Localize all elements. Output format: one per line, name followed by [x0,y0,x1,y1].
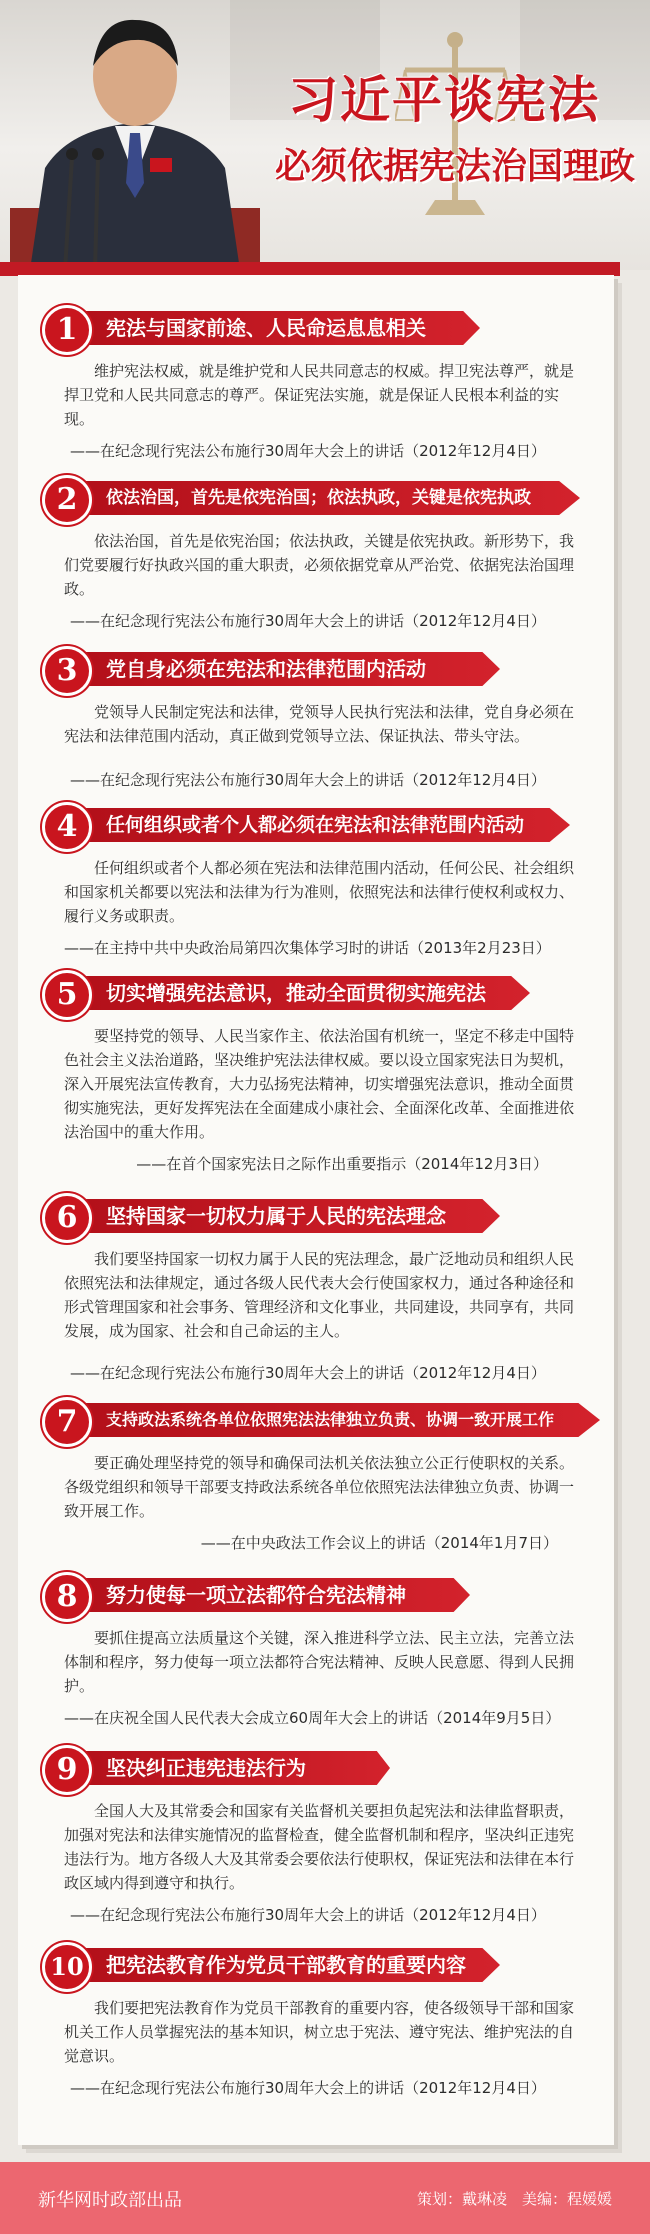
section-source: ——在中央政法工作会议上的讲话（2014年1月7日） [200,1534,558,1552]
section-title: 宪法与国家前途、人民命运息息相关 [106,316,426,340]
section-header [18,802,618,846]
section-body: 我们要坚持国家一切权力属于人民的宪法理念，最广泛地动员和组织人民依照宪法和法律规定，通过各级人民代表大会行使国家权力，通过各种途径和形式管理国家和社会事务、管理经济和文化事业，共同建设，共同享有，共同发展，成为国家、社会和自己命运的主人。 [64,1250,575,1340]
section-6 [18,1193,618,1385]
section-source: ——在纪念现行宪法公布施行30周年大会上的讲话（2012年12月4日） [70,2079,546,2097]
section-header [18,970,618,1014]
section-title: 切实增强宪法意识，推动全面贯彻实施宪法 [106,981,486,1005]
header-divider [0,262,620,276]
section-10 [18,1942,618,2100]
section-number: 2 [42,475,92,525]
section-number: 4 [42,802,92,852]
section-number: 9 [42,1745,92,1795]
section-number: 6 [42,1193,92,1243]
section-header [18,1397,618,1441]
section-source: ——在首个国家宪法日之际作出重要指示（2014年12月3日） [136,1155,548,1173]
section-number: 10 [42,1942,92,1992]
section-number: 3 [42,646,92,696]
footer-publisher: 新华网时政部出品 [38,2190,182,2211]
section-header [18,305,618,349]
section-header [18,1572,618,1616]
section-number: 1 [42,305,92,355]
section-title: 把宪法教育作为党员干部教育的重要内容 [106,1953,466,1977]
section-header [18,646,618,690]
section-2 [18,475,618,633]
section-body: 依法治国，首先是依宪治国；依法执政，关键是依宪执政。新形势下，我们党要履行好执政兴国的重大职责，必须依据党章从严治党、依据宪法治国理政。 [64,532,575,598]
section-header [18,1745,618,1789]
header-banner [0,0,650,270]
footer-credits: 策划：戴琳凌 美编：程媛媛 [416,2190,612,2208]
section-1 [18,305,618,463]
section-source: ——在庆祝全国人民代表大会成立60周年大会上的讲话（2014年9月5日） [64,1709,561,1727]
section-7 [18,1397,618,1555]
section-source: ——在纪念现行宪法公布施行30周年大会上的讲话（2012年12月4日） [70,1906,546,1924]
section-body: 要坚持党的领导、人民当家作主、依法治国有机统一，坚定不移走中国特色社会主义法治道路，坚决维护宪法法律权威。要以设立国家宪法日为契机，深入开展宪法宣传教育，大力弘扬宪法精神，切实增强宪法意识，推动全面贯彻实施宪法，更好发挥宪法在全面建成小康社会、全面深化改革、全面推进依法治国中的重大作用。 [64,1027,575,1141]
section-number: 7 [42,1397,92,1447]
section-source: ——在主持中共中央政治局第四次集体学习时的讲话（2013年2月23日） [64,939,551,957]
section-source: ——在纪念现行宪法公布施行30周年大会上的讲话（2012年12月4日） [70,442,546,460]
section-source: ——在纪念现行宪法公布施行30周年大会上的讲话（2012年12月4日） [70,1364,546,1382]
section-body: 我们要把宪法教育作为党员干部教育的重要内容，使各级领导干部和国家机关工作人员掌握宪法的基本知识，树立忠于宪法、遵守宪法、维护宪法的自觉意识。 [64,1999,575,2065]
section-8 [18,1572,618,1730]
section-title: 支持政法系统各单位依照宪法法律独立负责、协调一致开展工作 [106,1410,555,1429]
section-3 [18,646,618,792]
section-title: 党自身必须在宪法和法律范围内活动 [106,657,426,681]
section-title: 坚决纠正违宪违法行为 [106,1756,306,1780]
section-9 [18,1745,618,1927]
section-title: 努力使每一项立法都符合宪法精神 [106,1583,406,1607]
section-body: 全国人大及其常委会和国家有关监督机关要担负起宪法和法律监督职责，加强对宪法和法律实施情况的监督检查，健全监督机制和程序，坚决纠正违宪违法行为。地方各级人大及其常委会要依法行使职权，保证宪法和法律在本行政区域内得到遵守和执行。 [64,1802,575,1892]
section-header [18,1942,618,1986]
section-number: 8 [42,1572,92,1622]
section-4 [18,802,618,960]
section-header [18,475,618,519]
section-body: 维护宪法权威，就是维护党和人民共同意志的权威。捍卫宪法尊严，就是捍卫党和人民共同意志的尊严。保证宪法实施，就是保证人民根本利益的实现。 [64,362,575,428]
section-number: 5 [42,970,92,1020]
section-source: ——在纪念现行宪法公布施行30周年大会上的讲话（2012年12月4日） [70,612,546,630]
section-title: 依法治国，首先是依宪治国；依法执政，关键是依宪执政 [106,488,531,508]
section-body: 要正确处理坚持党的领导和确保司法机关依法独立公正行使职权的关系。各级党组织和领导干部要支持政法系统各单位依照宪法法律独立负责、协调一致开展工作。 [64,1454,575,1520]
speaker-photo [10,8,260,270]
page-title: 习近平谈宪法 [288,71,600,129]
section-body: 要抓住提高立法质量这个关键，深入推进科学立法、民主立法，完善立法体制和程序，努力使每一项立法都符合宪法精神、反映人民意愿、得到人民拥护。 [64,1629,575,1695]
section-title: 坚持国家一切权力属于人民的宪法理念 [106,1204,446,1228]
section-header [18,1193,618,1237]
section-title: 任何组织或者个人都必须在宪法和法律范围内活动 [106,814,525,836]
page-subtitle: 必须依据宪法治国理政 [274,146,635,187]
section-source: ——在纪念现行宪法公布施行30周年大会上的讲话（2012年12月4日） [70,771,546,789]
footer-bar [0,2162,650,2234]
section-body: 党领导人民制定宪法和法律，党领导人民执行宪法和法律，党自身必须在宪法和法律范围内活动，真正做到党领导立法、保证执法、带头守法。 [64,703,575,745]
section-body: 任何组织或者个人都必须在宪法和法律范围内活动，任何公民、社会组织和国家机关都要以宪法和法律为行为准则，依照宪法和法律行使权利或权力、履行义务或职责。 [64,859,575,925]
section-5 [18,970,618,1176]
